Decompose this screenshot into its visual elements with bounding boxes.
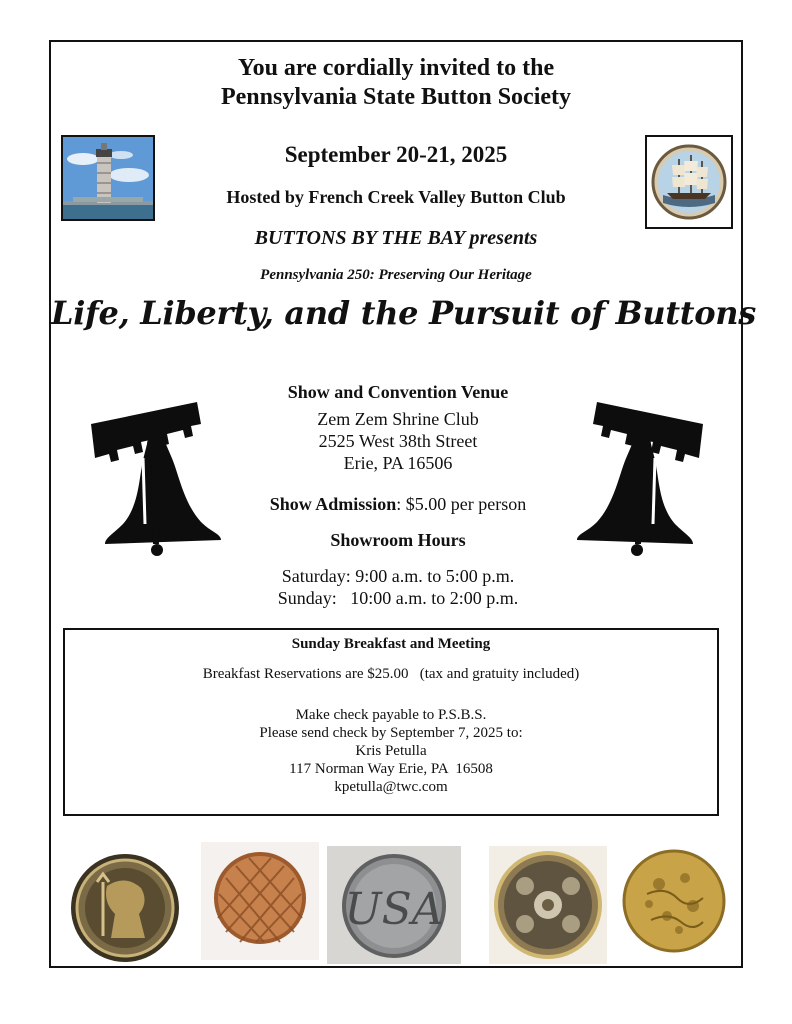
theme-subtitle: Pennsylvania 250: Preserving Our Heritage <box>260 267 532 283</box>
venue-city: Erie, PA 16506 <box>343 453 453 473</box>
floral-brass-button <box>489 846 607 964</box>
admission-label: Show Admission <box>269 494 397 514</box>
admission-value: : $5.00 per person <box>396 494 527 514</box>
check-payable: Make check payable to P.S.B.S. <box>295 707 487 723</box>
payment-instructions <box>65 706 717 796</box>
button-photo-strip <box>51 842 741 962</box>
showroom-hours-title: Showroom Hours <box>330 530 466 550</box>
breakfast-meeting-box <box>63 628 719 816</box>
event-headline: Life, Liberty, and the Pursuit of Buttons <box>51 294 756 332</box>
venue-name: Zem Zem Shrine Club <box>317 409 479 429</box>
show-admission <box>221 494 575 515</box>
venue-street: 2525 West 38th Street <box>318 431 478 451</box>
heading-line-1: You are cordially invited to the <box>237 55 555 81</box>
invitation-heading <box>51 54 741 112</box>
send-by-date: Please send check by September 7, 2025 to: <box>259 725 523 741</box>
breakfast-title: Sunday Breakfast and Meeting <box>291 636 491 652</box>
event-presents: BUTTONS BY THE BAY presents <box>254 227 538 249</box>
contact-name: Kris Petulla <box>355 743 427 759</box>
event-date: September 20-21, 2025 <box>284 142 508 167</box>
heading-line-2: Pennsylvania State Button Society <box>220 84 571 110</box>
gold-floral-button <box>619 846 729 956</box>
copper-lattice-button <box>201 842 319 960</box>
hours-saturday: Saturday: 9:00 a.m. to 5:00 p.m. <box>281 566 515 586</box>
showroom-hours <box>221 565 575 609</box>
invitation-flyer <box>49 40 756 968</box>
liberty-bell-icon <box>571 394 711 558</box>
neptune-button <box>69 852 181 964</box>
contact-address: 117 Norman Way Erie, PA 16508 <box>289 761 493 777</box>
contact-email[interactable]: kpetulla@twc.com <box>334 779 448 795</box>
liberty-bell-icon <box>87 394 227 558</box>
venue-title: Show and Convention Venue <box>287 382 509 402</box>
breakfast-reservations: Breakfast Reservations are $25.00 (tax and gratuity included) <box>202 666 580 682</box>
hours-sunday: Sunday: 10:00 a.m. to 2:00 p.m. <box>277 588 519 608</box>
event-host: Hosted by French Creek Valley Button Club <box>226 187 566 207</box>
usa-button <box>327 846 461 964</box>
venue-address <box>221 408 575 474</box>
svg-text:USA: USA <box>344 884 444 935</box>
